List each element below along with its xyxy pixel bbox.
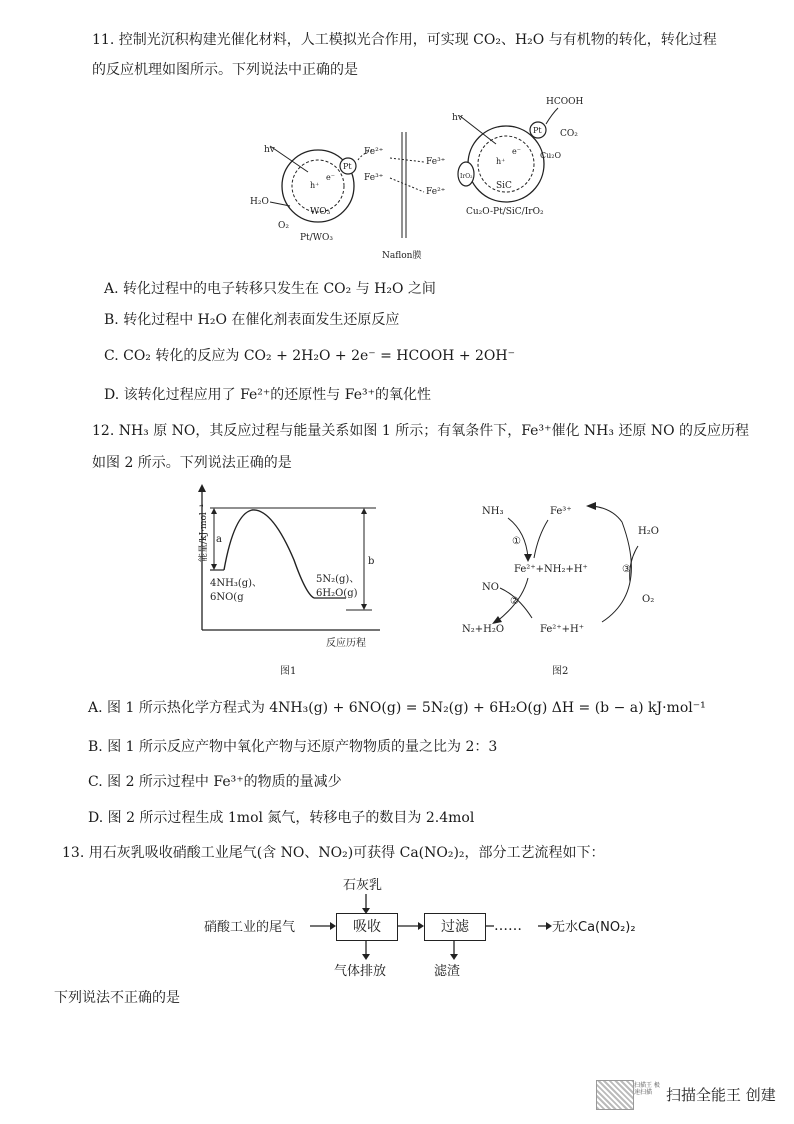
- flow-out-residue: 滤渣: [434, 964, 461, 979]
- fe2-right: Fe²⁺: [426, 187, 446, 197]
- fe3-label: Fe³⁺: [550, 506, 572, 517]
- hv-right-label: hv: [452, 113, 463, 123]
- label-a: a: [216, 534, 222, 545]
- no-label: NO: [482, 582, 499, 593]
- q11-option-a: A. 转化过程中的电子转移只发生在 CO₂ 与 H₂O 之间: [104, 281, 436, 297]
- h2o-left: H₂O: [250, 197, 269, 207]
- flow-dots: ……: [494, 918, 522, 934]
- q11-stem-line2: 的反应机理如图所示。下列说法中正确的是: [92, 62, 358, 78]
- scanner-logo-icon: [596, 1080, 634, 1110]
- flow-product: 无水Ca(NO₂)₂: [552, 920, 636, 935]
- fe2-left: Fe²⁺: [364, 147, 384, 157]
- label-b: b: [368, 556, 375, 567]
- q11-photocatalysis-diagram: [240, 88, 600, 268]
- q11-option-c: C. CO₂ 转化的反应为 CO₂ + 2H₂O + 2e⁻ = HCOOH + 2OH⁻: [104, 348, 515, 364]
- hcooh-label: HCOOH: [546, 97, 584, 107]
- flow-out-gas: 气体排放: [334, 964, 387, 979]
- q12-stem-line2: 如图 2 所示。下列说法正确的是: [92, 455, 292, 471]
- q12-option-d: D. 图 2 所示过程生成 1mol 氮气，转移电子的数目为 2.4mol: [88, 810, 475, 826]
- fe2h-label: Fe²⁺+H⁺: [540, 624, 584, 635]
- step1-label: ①: [512, 536, 521, 547]
- iro2-label: IrO₂: [460, 173, 473, 180]
- q13-stem: 13. 用石灰乳吸收硝酸工业尾气(含 NO、NO₂)可获得 Ca(NO₂)₂，部分工艺流程如下：: [62, 845, 605, 861]
- wo3-label: WO₃: [310, 207, 331, 217]
- fig1-xlabel: 反应历程: [326, 638, 366, 649]
- nh3-label: NH₃: [482, 506, 504, 517]
- q12-stem-line1: 12. NH₃ 原 NO，其反应过程与能量关系如图 1 所示；有氧条件下，Fe³⁺催化 NH₃ 还原 NO 的反应历程: [92, 423, 750, 439]
- product-1: 5N₂(g)、: [316, 574, 360, 585]
- e-right: e⁻: [512, 147, 521, 156]
- fe3-left: Fe³⁺: [364, 173, 384, 183]
- reactant-2: 6NO(g: [210, 592, 244, 603]
- e-left: e⁻: [326, 173, 335, 182]
- step2-label: ②: [510, 596, 519, 607]
- energy-profile-figure: [176, 484, 390, 678]
- flow-source: 硝酸工业的尾气: [204, 920, 296, 935]
- q12-option-c: C. 图 2 所示过程中 Fe³⁺的物质的量减少: [88, 774, 342, 790]
- scanner-mini-text: 扫描王 极速扫描: [634, 1082, 660, 1096]
- q11-option-b: B. 转化过程中 H₂O 在催化剂表面发生还原反应: [104, 312, 400, 328]
- hv-right-arrow: [460, 116, 496, 144]
- cu2o-label: Cu₂O: [540, 151, 562, 160]
- sic-label: SiC: [496, 181, 512, 191]
- pt-right-label: Pt: [533, 126, 542, 135]
- q11-option-d: D. 该转化过程应用了 Fe²⁺的还原性与 Fe³⁺的氧化性: [104, 387, 431, 403]
- reactant-1: 4NH₃(g)、: [210, 578, 263, 589]
- fe3-right: Fe³⁺: [426, 157, 446, 167]
- co2-right-label: CO₂: [560, 129, 578, 139]
- h-left: h⁺: [310, 181, 320, 190]
- q12-option-a: A. 图 1 所示热化学方程式为 4NH₃(g) + 6NO(g) = 5N₂(g) + 6H₂O(g) ΔH = (b − a) kJ·mol⁻¹: [88, 700, 706, 716]
- flow-top-input: 石灰乳: [343, 878, 383, 893]
- catalyst-label: Cu₂O-Pt/SiC/IrO₂: [466, 207, 544, 217]
- fig1-ylabel: 能量/kJ·mol⁻¹: [199, 503, 209, 562]
- fig2-caption: 图2: [552, 666, 569, 677]
- o2-label: O₂: [642, 594, 655, 605]
- membrane-label: Naflon膜: [382, 251, 422, 261]
- flow-box-filter: 过滤: [424, 913, 486, 941]
- product-2: 6H₂O(g): [316, 588, 358, 599]
- q11-stem-line1: 11. 控制光沉积构建光催化材料，人工模拟光合作用，可实现 CO₂、H₂O 与有机物的转化，转化过程: [92, 32, 717, 48]
- hv-left-label: hv: [264, 145, 275, 155]
- catalytic-cycle-figure: [452, 492, 692, 678]
- step3-label: ③: [622, 564, 631, 575]
- pt-left-label: Pt: [343, 162, 352, 171]
- q13-tail: 下列说法不正确的是: [54, 990, 180, 1006]
- flow-box-absorb: 吸收: [336, 913, 398, 941]
- intermediate-label: Fe²⁺+NH₂+H⁺: [514, 564, 588, 575]
- n2h2o-label: N₂+H₂O: [462, 624, 505, 635]
- flow-arrows: [300, 890, 560, 964]
- fig1-caption: 图1: [280, 666, 297, 677]
- q12-option-b: B. 图 1 所示反应产物中氧化产物与还原产物物质的量之比为 2：3: [88, 739, 498, 755]
- h2o-label: H₂O: [638, 526, 659, 537]
- o2-left: O₂: [278, 221, 289, 231]
- scanner-footer-text: 扫描全能王 创建: [666, 1086, 776, 1104]
- pt-wo3-label: Pt/WO₃: [300, 233, 333, 243]
- hv-left-arrow: [270, 146, 308, 172]
- h-right: h⁺: [496, 157, 506, 166]
